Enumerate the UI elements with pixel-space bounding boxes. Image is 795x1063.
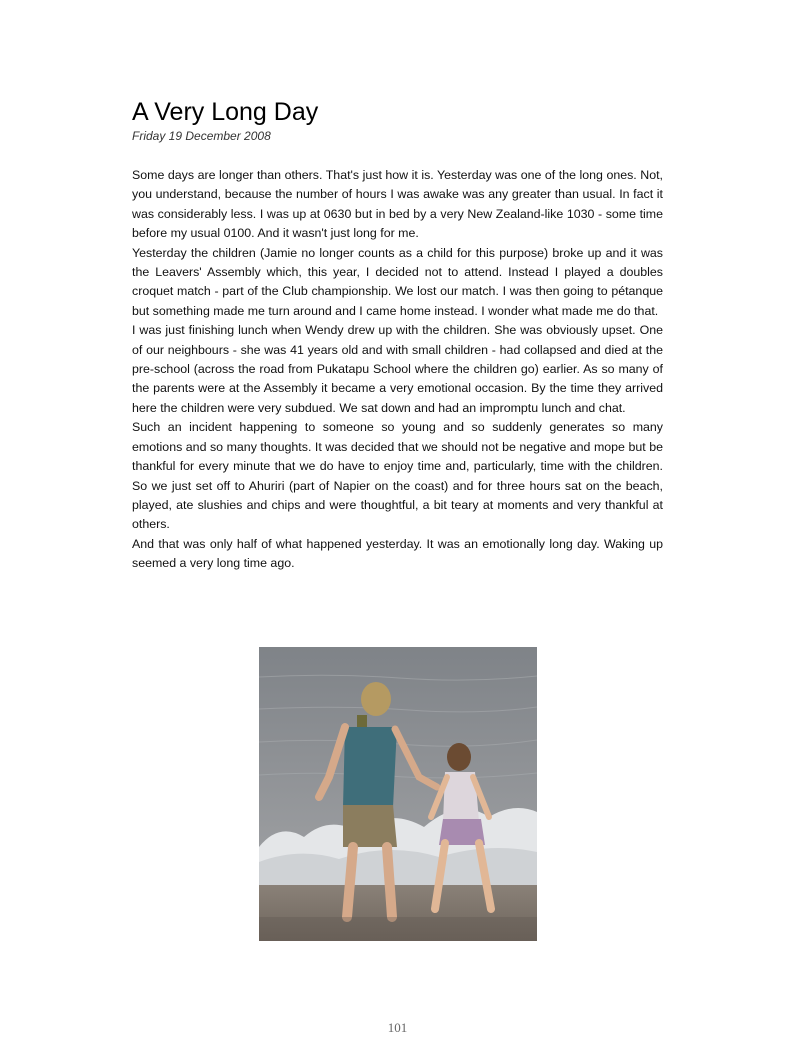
beach-photo xyxy=(259,647,537,941)
post-date: Friday 19 December 2008 xyxy=(132,129,271,143)
paragraph: I was just finishing lunch when Wendy drew up with the children. She was obviously upset. One of our neighbours - she was 41 years old and with small children - had collapsed and died at the pre-school (across the road from Pukatapu School where the children go) earlier. As so many of the parents were at the Assembly it became a very emotional occasion. By the time they arrived here the children were very subdued. We sat down and had an impromptu lunch and chat. xyxy=(132,323,663,415)
paragraph: And that was only half of what happened yesterday. It was an emotionally long day. Waking up seemed a very long time ago. xyxy=(132,536,663,571)
paragraph: Yesterday the children (Jamie no longer counts as a child for this purpose) broke up and it was the Leavers' Assembly which, this year, I decided not to attend. Instead I played a doubles croquet match - part of the Club championship. We lost our match. I was then going to pétanque but something made me turn around and I came home instead. I wonder what made me do that. xyxy=(132,245,663,318)
paragraph: Some days are longer than others. That's just how it is. Yesterday was one of the long ones. Not, you understand, because the number of hours I was awake was any greater than usual. In fact it was considerably less. I was up at 0630 but in bed by a very New Zealand-like 1030 - some time before my usual 0100. And it wasn't just long for me. xyxy=(132,168,663,241)
article-body xyxy=(132,166,663,574)
paragraph: Such an incident happening to someone so young and so suddenly generates so many emotions and so many thoughts. It was decided that we should not be negative and mope but be thankful for every minute that we do have to enjoy time and, particularly, time with the children. So we just set off to Ahuriri (part of Napier on the coast) and for three hours sat on the beach, played, ate slushies and chips and were thoughtful, a bit teary at moments and very thankful at others. xyxy=(132,420,663,532)
page-title: A Very Long Day xyxy=(132,98,319,126)
page-number: 101 xyxy=(387,1020,408,1035)
